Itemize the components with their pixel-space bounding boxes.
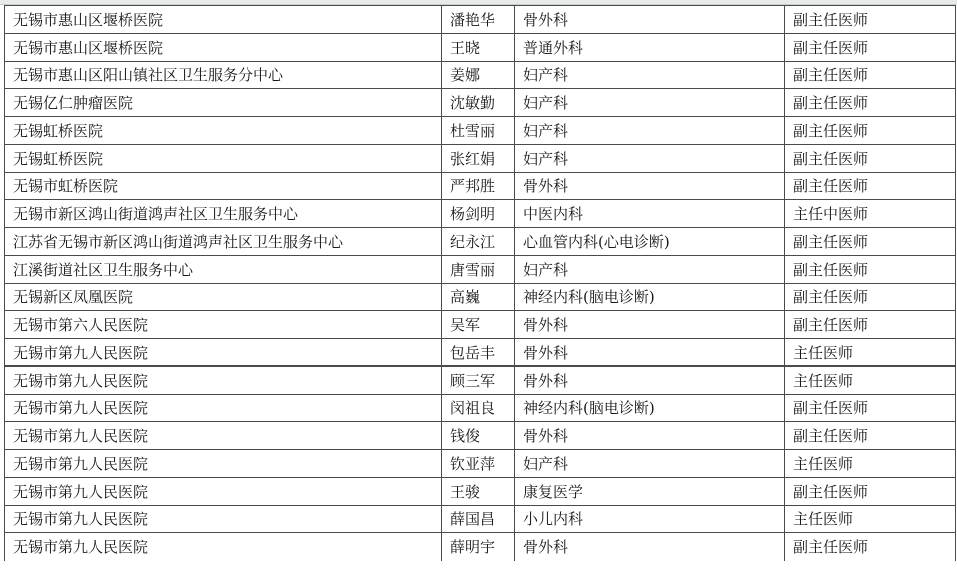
title-cell: 副主任医师 xyxy=(785,6,956,34)
department-cell: 骨外科 xyxy=(515,533,785,561)
department-cell: 小儿内科 xyxy=(515,505,785,533)
department-cell: 骨外科 xyxy=(515,366,785,394)
title-cell: 主任医师 xyxy=(785,339,956,367)
table-row xyxy=(5,228,956,256)
hospital-cell: 无锡亿仁肿瘤医院 xyxy=(5,89,442,117)
hospital-cell: 无锡市虹桥医院 xyxy=(5,172,442,200)
table-row xyxy=(5,89,956,117)
hospital-cell: 无锡市第九人民医院 xyxy=(5,450,442,478)
title-cell: 副主任医师 xyxy=(785,228,956,256)
hospital-cell: 无锡市惠山区堰桥医院 xyxy=(5,6,442,34)
department-cell: 妇产科 xyxy=(515,144,785,172)
title-cell: 主任医师 xyxy=(785,366,956,394)
hospital-cell: 无锡市第九人民医院 xyxy=(5,477,442,505)
department-cell: 康复医学 xyxy=(515,477,785,505)
department-cell: 妇产科 xyxy=(515,89,785,117)
doctor-name-cell: 姜娜 xyxy=(442,61,515,89)
title-cell: 副主任医师 xyxy=(785,89,956,117)
title-cell: 主任中医师 xyxy=(785,200,956,228)
hospital-cell: 江溪街道社区卫生服务中心 xyxy=(5,255,442,283)
title-cell: 副主任医师 xyxy=(785,144,956,172)
doctor-name-cell: 薛国昌 xyxy=(442,505,515,533)
title-cell: 副主任医师 xyxy=(785,283,956,311)
department-cell: 神经内科(脑电诊断) xyxy=(515,394,785,422)
doctor-name-cell: 闵祖良 xyxy=(442,394,515,422)
department-cell: 普通外科 xyxy=(515,33,785,61)
department-cell: 妇产科 xyxy=(515,61,785,89)
hospital-cell: 无锡市第九人民医院 xyxy=(5,505,442,533)
table-row xyxy=(5,172,956,200)
hospital-cell: 无锡市第九人民医院 xyxy=(5,366,442,394)
doctor-name-cell: 王骏 xyxy=(442,477,515,505)
table-row xyxy=(5,255,956,283)
doctor-name-cell: 沈敏勤 xyxy=(442,89,515,117)
title-cell: 副主任医师 xyxy=(785,172,956,200)
hospital-cell: 无锡市第九人民医院 xyxy=(5,533,442,561)
title-cell: 主任医师 xyxy=(785,505,956,533)
hospital-cell: 无锡市新区鸿山街道鸿声社区卫生服务中心 xyxy=(5,200,442,228)
title-cell: 主任医师 xyxy=(785,450,956,478)
hospital-cell: 无锡市第六人民医院 xyxy=(5,311,442,339)
title-cell: 副主任医师 xyxy=(785,422,956,450)
table-row xyxy=(5,394,956,422)
table-row xyxy=(5,533,956,561)
title-cell: 副主任医师 xyxy=(785,477,956,505)
department-cell: 骨外科 xyxy=(515,422,785,450)
doctor-name-cell: 纪永江 xyxy=(442,228,515,256)
doctor-name-cell: 张红娟 xyxy=(442,144,515,172)
department-cell: 骨外科 xyxy=(515,311,785,339)
table-row xyxy=(5,505,956,533)
hospital-cell: 无锡虹桥医院 xyxy=(5,144,442,172)
hospital-cell: 无锡市第九人民医院 xyxy=(5,394,442,422)
department-cell: 中医内科 xyxy=(515,200,785,228)
hospital-cell: 无锡市第九人民医院 xyxy=(5,339,442,367)
doctor-name-cell: 吴军 xyxy=(442,311,515,339)
table-row xyxy=(5,144,956,172)
doctor-name-cell: 薛明宇 xyxy=(442,533,515,561)
department-cell: 骨外科 xyxy=(515,6,785,34)
doctor-name-cell: 杨剑明 xyxy=(442,200,515,228)
doctor-name-cell: 严邦胜 xyxy=(442,172,515,200)
department-cell: 骨外科 xyxy=(515,339,785,367)
department-cell: 心血管内科(心电诊断) xyxy=(515,228,785,256)
doctor-table xyxy=(4,5,956,561)
doctor-name-cell: 包岳丰 xyxy=(442,339,515,367)
table-row xyxy=(5,450,956,478)
department-cell: 妇产科 xyxy=(515,117,785,145)
doctor-name-cell: 唐雪丽 xyxy=(442,255,515,283)
table-row xyxy=(5,311,956,339)
doctor-name-cell: 潘艳华 xyxy=(442,6,515,34)
table-row xyxy=(5,6,956,34)
hospital-cell: 无锡市惠山区堰桥医院 xyxy=(5,33,442,61)
title-cell: 副主任医师 xyxy=(785,117,956,145)
table-row xyxy=(5,339,956,367)
title-cell: 副主任医师 xyxy=(785,61,956,89)
doctor-name-cell: 顾三军 xyxy=(442,366,515,394)
doctor-name-cell: 钱俊 xyxy=(442,422,515,450)
department-cell: 神经内科(脑电诊断) xyxy=(515,283,785,311)
table-row xyxy=(5,117,956,145)
hospital-cell: 无锡新区凤凰医院 xyxy=(5,283,442,311)
table-row xyxy=(5,477,956,505)
table-row xyxy=(5,33,956,61)
doctor-name-cell: 王晓 xyxy=(442,33,515,61)
hospital-cell: 无锡虹桥医院 xyxy=(5,117,442,145)
table-row xyxy=(5,366,956,394)
hospital-cell: 无锡市惠山区阳山镇社区卫生服务分中心 xyxy=(5,61,442,89)
title-cell: 副主任医师 xyxy=(785,394,956,422)
title-cell: 副主任医师 xyxy=(785,33,956,61)
title-cell: 副主任医师 xyxy=(785,255,956,283)
department-cell: 妇产科 xyxy=(515,450,785,478)
table-row xyxy=(5,422,956,450)
table-row xyxy=(5,283,956,311)
title-cell: 副主任医师 xyxy=(785,311,956,339)
doctor-name-cell: 钦亚萍 xyxy=(442,450,515,478)
table-row xyxy=(5,200,956,228)
department-cell: 骨外科 xyxy=(515,172,785,200)
hospital-cell: 江苏省无锡市新区鸿山街道鸿声社区卫生服务中心 xyxy=(5,228,442,256)
doctor-name-cell: 高巍 xyxy=(442,283,515,311)
title-cell: 副主任医师 xyxy=(785,533,956,561)
doctor-table-container xyxy=(4,5,955,561)
doctor-name-cell: 杜雪丽 xyxy=(442,117,515,145)
doctor-table-body xyxy=(5,6,956,561)
department-cell: 妇产科 xyxy=(515,255,785,283)
hospital-cell: 无锡市第九人民医院 xyxy=(5,422,442,450)
table-row xyxy=(5,61,956,89)
